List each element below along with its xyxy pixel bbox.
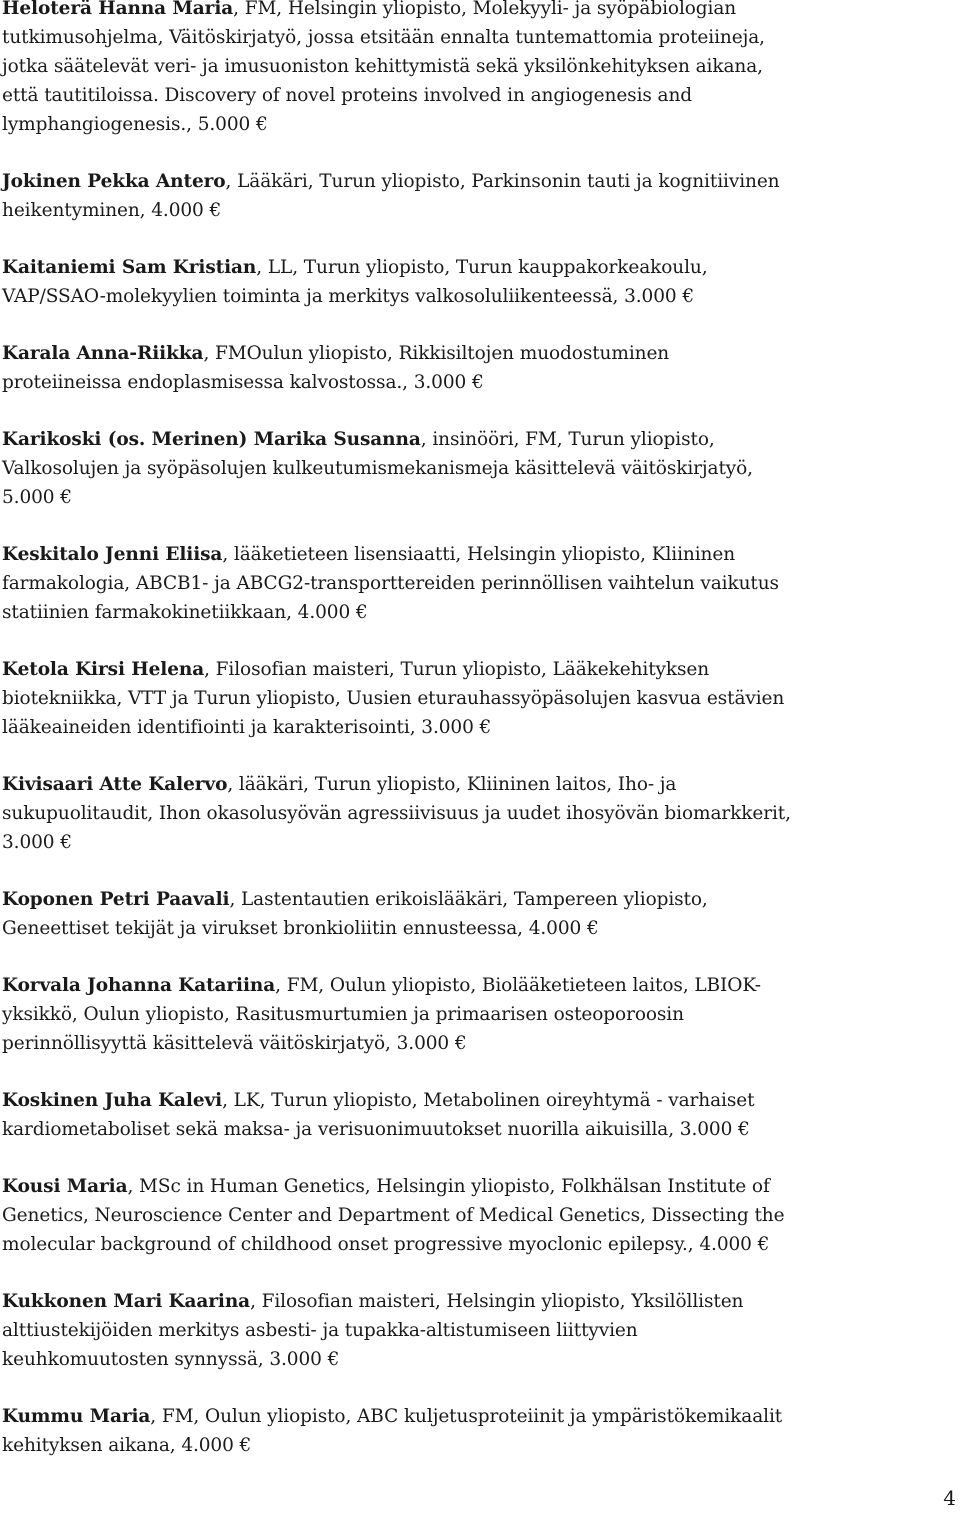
recipient-details: , lääkäri, Turun yliopisto, Kliininen laitos, Iho- ja sukupuolitaudit, Ihon okasolusyövän agressiivisuus ja uudet ihosyövän biomarkkerit, 3.000 € — [2, 774, 791, 853]
recipient-name: Jokinen Pekka Antero — [2, 171, 226, 192]
list-item — [2, 655, 792, 742]
recipient-details: , lääketieteen lisensiaatti, Helsingin yliopisto, Kliininen farmakologia, ABCB1- ja ABCG2-transporttereiden perinnöllisen vaihtelun vaikutus statiinien farmakokinetiikkaan, 4.000 € — [2, 544, 779, 623]
recipient-details: , Lastentautien erikoislääkäri, Tampereen yliopisto, Geneettiset tekijät ja virukset bronkioliitin ennusteessa, 4.000 € — [2, 889, 708, 939]
recipient-details: , FM, Helsingin yliopisto, Molekyyli- ja syöpäbiologian tutkimusohjelma, Väitöskirjatyö, jossa etsitään ennalta tuntemattomia proteiineja, jotka säätelevät veri- ja imusuoniston kehittymistä sekä yksilönkehityksen aikana, että tautitiloissa. Discovery of novel proteins involved in angiogenesis and lymphangiogenesis., 5.000 € — [2, 0, 765, 135]
grant-recipient-list — [2, 0, 792, 1488]
list-item — [2, 1287, 792, 1374]
list-item — [2, 339, 792, 397]
recipient-name: Karala Anna-Riikka — [2, 343, 204, 364]
list-item — [2, 1402, 792, 1460]
recipient-name: Koskinen Juha Kalevi — [2, 1090, 223, 1111]
list-item — [2, 540, 792, 627]
recipient-details: , insinööri, FM, Turun yliopisto, Valkosolujen ja syöpäsolujen kulkeutumismekanismeja käsittelevä väitöskirjatyö, 5.000 € — [2, 429, 753, 508]
recipient-name: Karikoski (os. Merinen) Marika Susanna — [2, 429, 421, 450]
page-number: 4 — [943, 1486, 956, 1510]
recipient-details: , LK, Turun yliopisto, Metabolinen oireyhtymä - varhaiset kardiometaboliset sekä maksa- ja verisuonimuutokset nuorilla aikuisilla, 3.000 € — [2, 1090, 755, 1140]
list-item — [2, 1086, 792, 1144]
list-item — [2, 253, 792, 311]
recipient-name: Kivisaari Atte Kalervo — [2, 774, 228, 795]
recipient-name: Heloterä Hanna Maria — [2, 0, 234, 19]
recipient-name: Kummu Maria — [2, 1406, 151, 1427]
list-item — [2, 1172, 792, 1259]
recipient-name: Kaitaniemi Sam Kristian — [2, 257, 257, 278]
recipient-name: Kukkonen Mari Kaarina — [2, 1291, 251, 1312]
list-item — [2, 425, 792, 512]
recipient-details: , Filosofian maisteri, Helsingin yliopisto, Yksilöllisten alttiustekijöiden merkitys asbesti- ja tupakka-altistumiseen liittyvien keuhkomuutosten synnyssä, 3.000 € — [2, 1291, 744, 1370]
recipient-details: , Lääkäri, Turun yliopisto, Parkinsonin tauti ja kognitiivinen heikentyminen, 4.000 € — [2, 171, 780, 221]
list-item — [2, 0, 792, 139]
recipient-details: , MSc in Human Genetics, Helsingin yliopisto, Folkhälsan Institute of Genetics, Neuroscience Center and Department of Medical Genetics, Dissecting the molecular background of childhood onset progressive myoclonic epilepsy., 4.000 € — [2, 1176, 785, 1255]
list-item — [2, 167, 792, 225]
recipient-name: Ketola Kirsi Helena — [2, 659, 205, 680]
recipient-name: Kousi Maria — [2, 1176, 128, 1197]
list-item — [2, 885, 792, 943]
recipient-details: , FMOulun yliopisto, Rikkisiltojen muodostuminen proteiineissa endoplasmisessa kalvostossa., 3.000 € — [2, 343, 670, 393]
recipient-details: , LL, Turun yliopisto, Turun kauppakorkeakoulu, VAP/SSAO-molekyylien toiminta ja merkitys valkosoluliikenteessä, 3.000 € — [2, 257, 708, 307]
recipient-details: , Filosofian maisteri, Turun yliopisto, Lääkekehityksen biotekniikka, VTT ja Turun yliopisto, Uusien eturauhassyöpäsolujen kasvua estävien lääkeaineiden identifiointi ja karakterisointi, 3.000 € — [2, 659, 785, 738]
recipient-details: , FM, Oulun yliopisto, ABC kuljetusproteiinit ja ympäristökemikaalit kehityksen aikana, 4.000 € — [2, 1406, 783, 1456]
recipient-name: Korvala Johanna Katariina — [2, 975, 276, 996]
recipient-details: , FM, Oulun yliopisto, Biolääketieteen laitos, LBIOK-yksikkö, Oulun yliopisto, Rasitusmurtumien ja primaarisen osteoporoosin perinnöllisyyttä käsittelevä väitöskirjatyö, 3.000 € — [2, 975, 761, 1054]
recipient-name: Koponen Petri Paavali — [2, 889, 230, 910]
list-item — [2, 770, 792, 857]
list-item — [2, 971, 792, 1058]
recipient-name: Keskitalo Jenni Eliisa — [2, 544, 223, 565]
